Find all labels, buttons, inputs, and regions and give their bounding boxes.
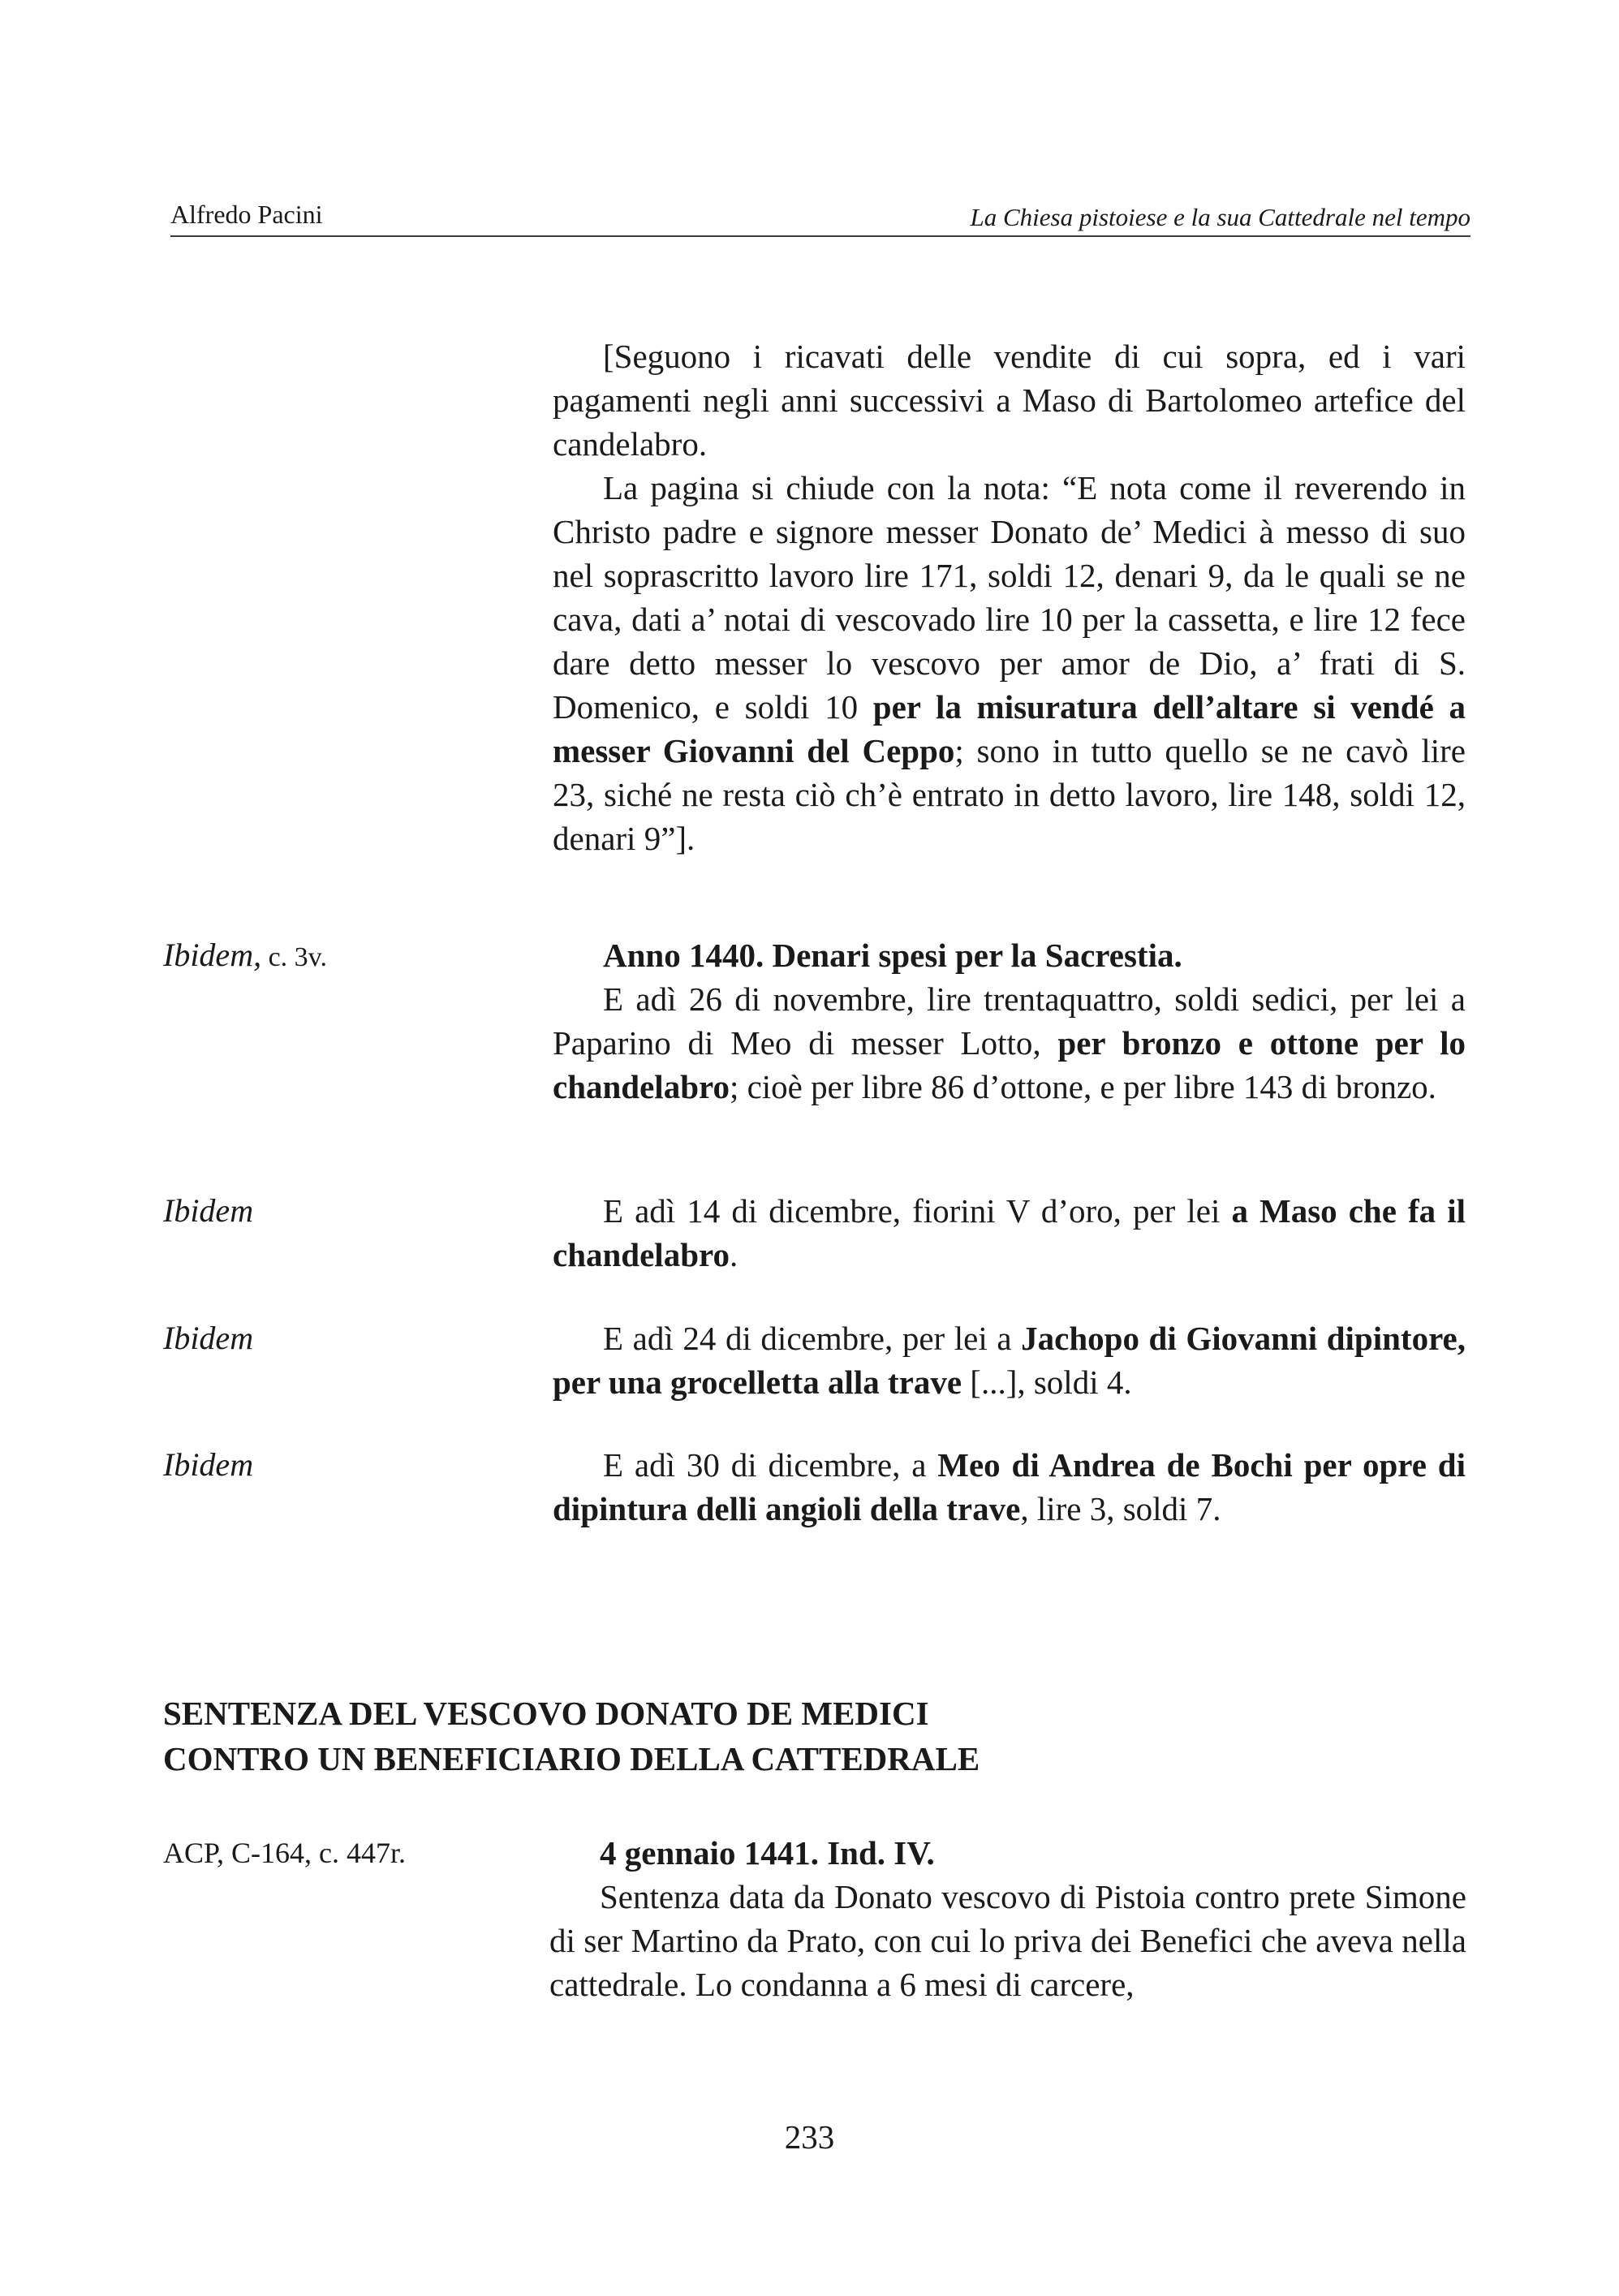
entry-1-text-bold: per bronzo e ottone per lo chandelabro	[553, 1024, 1466, 1105]
entry-4-text-bold: Meo di Andrea de Bochi per opre di dipintura delli angioli della trave	[553, 1446, 1466, 1527]
entry-1-heading: Anno 1440. Denari spesi per la Sacrestia.	[603, 937, 1182, 974]
margin-reference-2	[163, 1189, 253, 1233]
margin-ref-1-folio: c. 3v.	[261, 942, 327, 972]
header-author: Alfredo Pacini	[170, 200, 323, 229]
margin-ref-2-italic: Ibidem	[163, 1192, 254, 1229]
entry-2	[553, 1189, 1466, 1277]
entry-2-text-c: .	[729, 1236, 738, 1273]
entry-1-text-a: E adì 26 di novembre, lire trentaquattro, soldi sedici, per lei a Paparino di Meo di messer Lotto,	[553, 980, 1466, 1062]
margin-reference-acp: ACP, C-164, c. 447r.	[163, 1837, 407, 1869]
header-book-title: La Chiesa pistoiese e la sua Cattedrale nel tempo	[970, 203, 1470, 231]
entry-2-text-bold: a Maso che fa il chandelabro	[553, 1192, 1466, 1273]
entry-4-text-a: E adì 30 di dicembre, a	[603, 1446, 938, 1484]
entry-1-text-c: ; cioè per libre 86 d’ottone, e per libre 143 di bronzo.	[729, 1068, 1436, 1105]
intro-paragraph-2	[553, 466, 1466, 860]
section-text: Sentenza data da Donato vescovo di Pistoia contro prete Simone di ser Martino da Prato, con cui lo priva dei Benefici che aveva nella cattedrale. Lo condanna a 6 mesi di carcere,	[549, 1878, 1466, 2003]
section-heading-line-2: CONTRO UN BENEFICIARIO DELLA CATTEDRALE	[163, 1740, 980, 1777]
intro-p2-bold: per la misuratura dell’altare si vendé a messer Giovanni del Ceppo	[553, 688, 1466, 769]
section-heading	[163, 1691, 980, 1781]
margin-reference-3	[163, 1316, 253, 1360]
intro-paragraph-1: [Seguono i ricavati delle vendite di cui sopra, ed i vari pagamenti negli anni successivi a Maso di Bartolomeo artefice del candelabro.	[553, 338, 1466, 463]
section-date-heading: 4 gennaio 1441. Ind. IV.	[600, 1834, 935, 1872]
section-heading-line-1: SENTENZA DEL VESCOVO DONATO DE MEDICI	[163, 1695, 929, 1732]
entry-2-text-a: E adì 14 di dicembre, fiorini V d’oro, per lei	[603, 1192, 1232, 1230]
entry-3-text-bold: Jachopo di Giovanni dipintore, per una grocelletta alla trave	[553, 1320, 1466, 1401]
entry-3-text-a: E adì 24 di dicembre, per lei a	[603, 1320, 1022, 1357]
entry-3-text-c: [...], soldi 4.	[962, 1363, 1132, 1401]
entry-4-text-c: , lire 3, soldi 7.	[1020, 1490, 1221, 1527]
section-entry	[549, 1831, 1466, 2006]
entry-1-text	[553, 977, 1466, 1109]
entry-4	[553, 1443, 1466, 1531]
margin-reference-4	[163, 1443, 253, 1487]
entry-3-text	[553, 1316, 1466, 1404]
margin-ref-1-italic: Ibidem,	[163, 937, 262, 973]
entry-4-text	[553, 1443, 1466, 1531]
entry-2-text	[553, 1189, 1466, 1277]
margin-reference-1	[163, 933, 327, 980]
entry-3	[553, 1316, 1466, 1404]
margin-ref-3-italic: Ibidem	[163, 1320, 254, 1356]
page-number: 233	[784, 2118, 835, 2156]
intro-p2-text: La pagina si chiude con la nota: “E nota come il reverendo in Christo padre e signore messer Donato de’ Medici à messo di suo nel soprascritto lavoro lire 171, soldi 12, denari 9, da le quali se ne cava, dati a’ notai di vescovado lire 10 per la cassetta, e lire 12 fece dare detto messer lo vescovo per amor de Dio, a’ frati di S. Domenico, e soldi 10	[553, 469, 1466, 726]
intro-block	[553, 334, 1466, 860]
intro-p2-text-end: ; sono in tutto quello se ne cavò lire 23, siché ne resta ciò ch’è entrato in detto lavoro, lire 148, soldi 12, denari 9”].	[553, 732, 1466, 857]
entry-1	[553, 933, 1466, 1109]
running-header	[170, 198, 1470, 237]
margin-ref-4-italic: Ibidem	[163, 1446, 254, 1483]
